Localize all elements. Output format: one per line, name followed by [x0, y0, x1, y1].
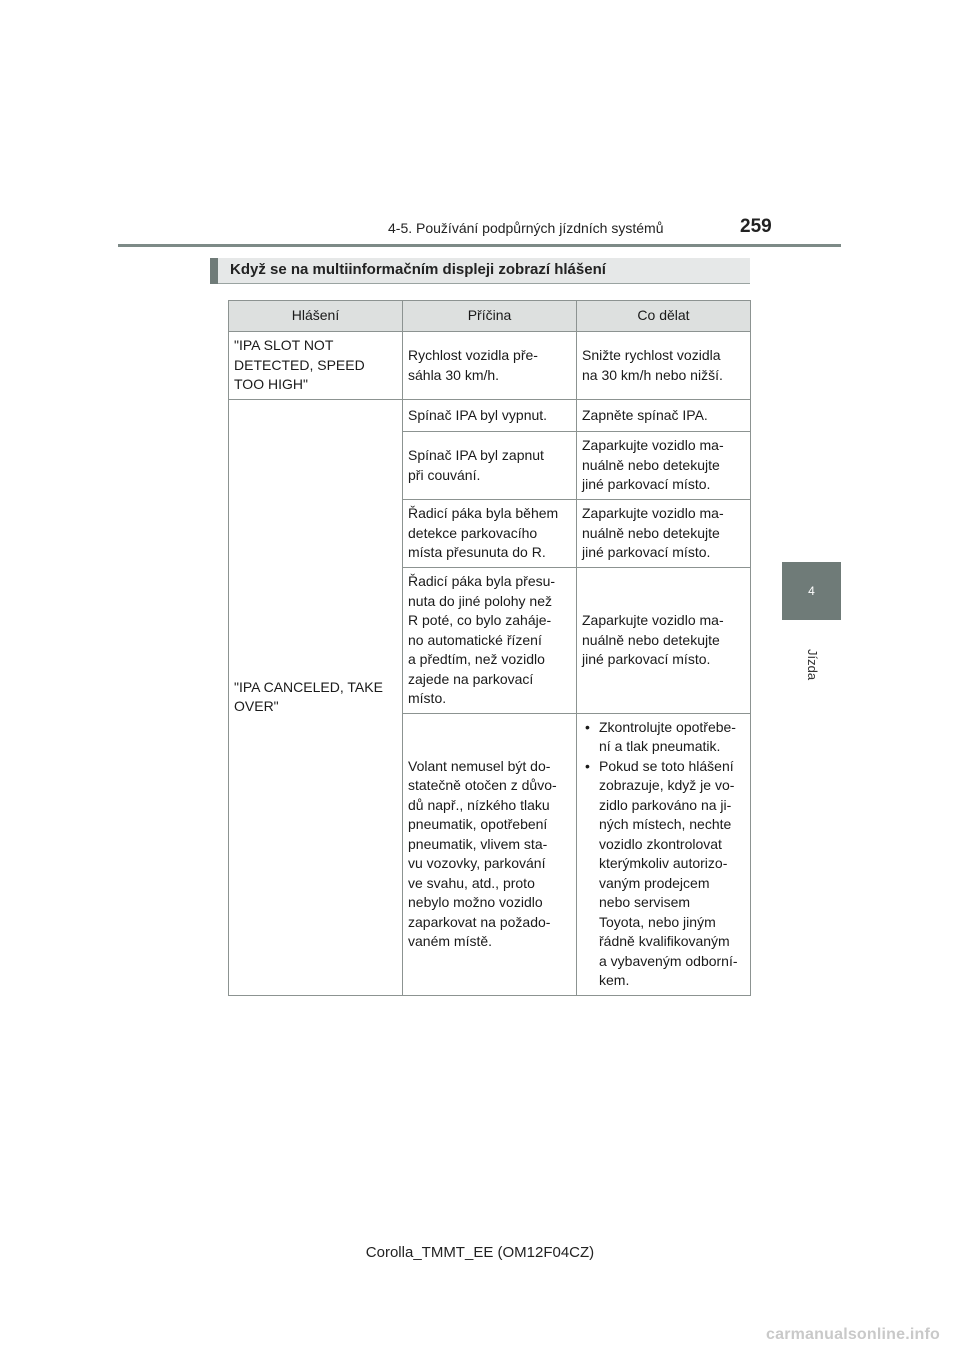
- column-header-message: Hlášení: [229, 301, 403, 332]
- cause-cell: Řadicí páka byla přesu- nuta do jiné polohy než R poté, co bylo zahájе- no automatické řízení a předtím, než vozidlo zajede na parkovací místo.: [403, 568, 577, 714]
- section-heading-text: Když se na multiinformačním displeji zobrazí hlášení: [230, 261, 606, 278]
- section-heading: [210, 258, 750, 284]
- cause-cell: Spínač IPA byl zapnut při couvání.: [403, 432, 577, 500]
- column-header-cause: Příčina: [403, 301, 577, 332]
- footer-manual-id: Corolla_TMMT_EE (OM12F04CZ): [365, 1244, 595, 1261]
- chapter-label: Jízda: [805, 649, 820, 681]
- column-header-action: Co dělat: [577, 301, 751, 332]
- action-cell: [577, 713, 751, 995]
- action-bullet-list: [582, 718, 745, 991]
- list-item: • Zkontrolujte opotřebe- ní a tlak pneumatik.: [582, 718, 745, 757]
- cause-cell: Volant nemusel být do- statečně otočen z důvo- dů např., nízkého tlaku pneumatik, opotřebení pneumatik, vlivem sta- vu vozovky, parkování ve svahu, atd., proto nebylo možno vozidlo zaparkovat na požado- vaném místě.: [403, 713, 577, 995]
- table-header-row: [229, 301, 751, 332]
- action-cell: Snižte rychlost vozidla na 30 km/h nebo nižší.: [577, 332, 751, 400]
- heading-accent-bar: [210, 258, 218, 284]
- cause-cell: Spínač IPA byl vypnut.: [403, 400, 577, 432]
- message-cell: "IPA SLOT NOT DETECTED, SPEED TOO HIGH": [229, 332, 403, 400]
- cause-cell: Rychlost vozidla pře- sáhla 30 km/h.: [403, 332, 577, 400]
- watermark: carmanualsonline.info: [766, 1326, 941, 1343]
- action-cell: Zaparkujte vozidlo ma- nuálně nebo detekujte jiné parkovací místo.: [577, 432, 751, 500]
- table-row: [229, 400, 751, 432]
- action-cell: Zapněte spínač IPA.: [577, 400, 751, 432]
- message-cell: "IPA CANCELED, TAKE OVER": [229, 400, 403, 996]
- action-cell: Zaparkujte vozidlo ma- nuálně nebo detekujte jiné parkovací místo.: [577, 500, 751, 568]
- chapter-tab[interactable]: 4: [782, 562, 841, 620]
- section-title: 4-5. Používání podpůrných jízdních systémů: [388, 220, 664, 236]
- page-number: 259: [740, 216, 772, 237]
- message-table: [228, 300, 751, 996]
- action-cell: Zaparkujte vozidlo ma- nuálně nebo detekujte jiné parkovací místo.: [577, 568, 751, 714]
- table-row: [229, 332, 751, 400]
- list-item: • Pokud se toto hlášení zobrazuje, když je vo- zidlo parkováno na ji- ných místech, nechte vozidlo zkontrolovat kterýmkoliv autorizo- vaným prodejcem nebo servisem Toyota, nebo jiným řádně kvalifikovaným a vybaveným odborní- kem.: [582, 757, 745, 991]
- cause-cell: Řadicí páka byla během detekce parkovacího místa přesunuta do R.: [403, 500, 577, 568]
- header-divider: [118, 244, 841, 247]
